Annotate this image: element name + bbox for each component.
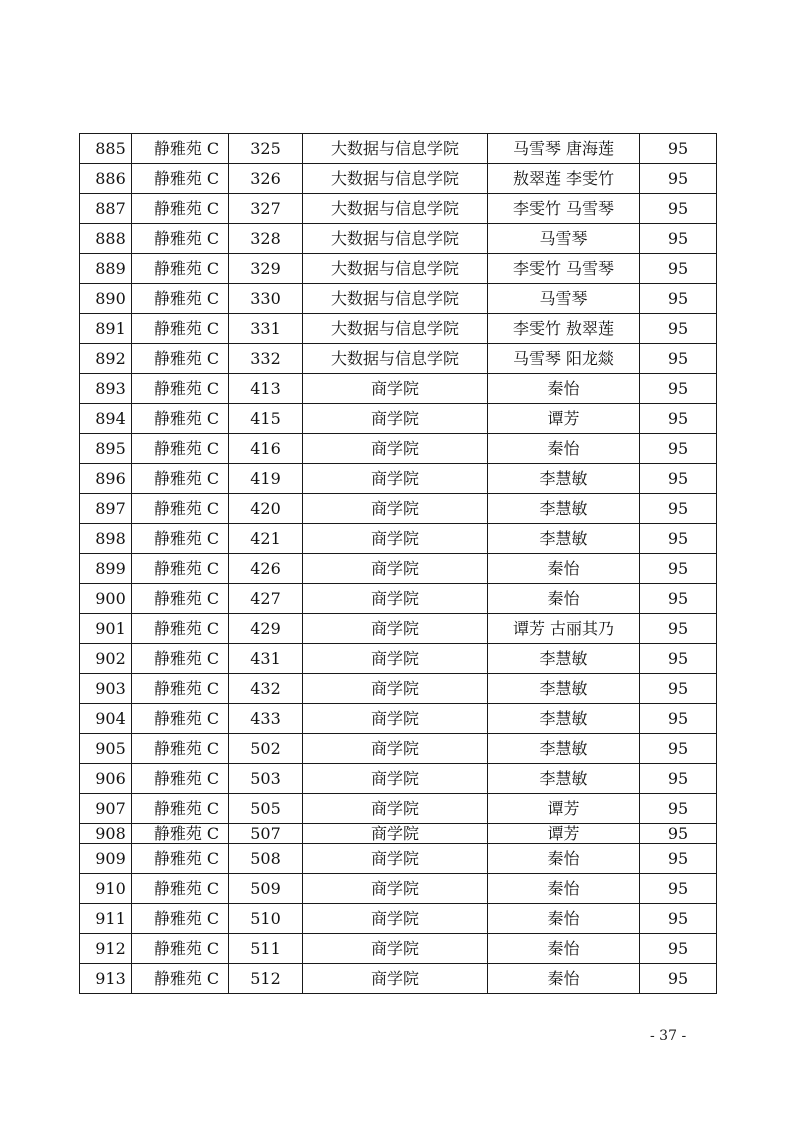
cell-number: 885 <box>80 134 132 164</box>
table-row <box>80 824 717 844</box>
cell-college: 商学院 <box>303 794 488 824</box>
cell-room: 502 <box>229 734 303 764</box>
cell-teacher: 李慧敏 <box>488 644 640 674</box>
cell-number: 907 <box>80 794 132 824</box>
cell-teacher: 谭芳 古丽其乃 <box>488 614 640 644</box>
cell-college: 大数据与信息学院 <box>303 284 488 314</box>
table-row <box>80 554 717 584</box>
cell-college: 商学院 <box>303 494 488 524</box>
cell-score: 95 <box>640 964 717 994</box>
cell-teacher: 李慧敏 <box>488 464 640 494</box>
cell-building: 静雅苑 C <box>132 404 229 434</box>
cell-room: 427 <box>229 584 303 614</box>
table-row <box>80 404 717 434</box>
cell-number: 896 <box>80 464 132 494</box>
cell-teacher: 秦怡 <box>488 554 640 584</box>
cell-room: 508 <box>229 844 303 874</box>
table-row <box>80 224 717 254</box>
cell-score: 95 <box>640 824 717 844</box>
cell-college: 商学院 <box>303 824 488 844</box>
cell-number: 911 <box>80 904 132 934</box>
cell-teacher: 李慧敏 <box>488 674 640 704</box>
cell-teacher: 秦怡 <box>488 964 640 994</box>
cell-room: 426 <box>229 554 303 584</box>
table-row <box>80 904 717 934</box>
cell-score: 95 <box>640 874 717 904</box>
cell-teacher: 马雪琴 <box>488 224 640 254</box>
cell-score: 95 <box>640 764 717 794</box>
cell-room: 331 <box>229 314 303 344</box>
cell-building: 静雅苑 C <box>132 824 229 844</box>
cell-room: 329 <box>229 254 303 284</box>
cell-room: 413 <box>229 374 303 404</box>
cell-college: 大数据与信息学院 <box>303 134 488 164</box>
cell-room: 420 <box>229 494 303 524</box>
cell-number: 897 <box>80 494 132 524</box>
cell-building: 静雅苑 C <box>132 344 229 374</box>
cell-number: 889 <box>80 254 132 284</box>
cell-college: 商学院 <box>303 904 488 934</box>
cell-score: 95 <box>640 934 717 964</box>
cell-building: 静雅苑 C <box>132 434 229 464</box>
cell-score: 95 <box>640 254 717 284</box>
table-row <box>80 494 717 524</box>
table-row <box>80 344 717 374</box>
cell-teacher: 秦怡 <box>488 844 640 874</box>
cell-college: 商学院 <box>303 584 488 614</box>
cell-score: 95 <box>640 194 717 224</box>
cell-building: 静雅苑 C <box>132 164 229 194</box>
cell-score: 95 <box>640 164 717 194</box>
page-number: - 37 - <box>650 1028 687 1044</box>
cell-college: 商学院 <box>303 844 488 874</box>
cell-room: 419 <box>229 464 303 494</box>
cell-teacher: 李慧敏 <box>488 524 640 554</box>
cell-teacher: 秦怡 <box>488 434 640 464</box>
cell-score: 95 <box>640 644 717 674</box>
cell-score: 95 <box>640 554 717 584</box>
cell-room: 432 <box>229 674 303 704</box>
cell-college: 商学院 <box>303 464 488 494</box>
cell-teacher: 李慧敏 <box>488 734 640 764</box>
cell-room: 328 <box>229 224 303 254</box>
cell-teacher: 秦怡 <box>488 934 640 964</box>
cell-building: 静雅苑 C <box>132 254 229 284</box>
cell-teacher: 谭芳 <box>488 794 640 824</box>
cell-college: 商学院 <box>303 404 488 434</box>
table-row <box>80 194 717 224</box>
cell-building: 静雅苑 C <box>132 194 229 224</box>
cell-building: 静雅苑 C <box>132 584 229 614</box>
cell-teacher: 秦怡 <box>488 904 640 934</box>
cell-room: 415 <box>229 404 303 434</box>
table-row <box>80 644 717 674</box>
table-row <box>80 704 717 734</box>
cell-teacher: 李雯竹 敖翠莲 <box>488 314 640 344</box>
cell-number: 904 <box>80 704 132 734</box>
cell-room: 429 <box>229 614 303 644</box>
cell-score: 95 <box>640 464 717 494</box>
table-row <box>80 254 717 284</box>
cell-number: 910 <box>80 874 132 904</box>
cell-score: 95 <box>640 734 717 764</box>
cell-teacher: 李慧敏 <box>488 494 640 524</box>
cell-score: 95 <box>640 524 717 554</box>
cell-building: 静雅苑 C <box>132 764 229 794</box>
table-row <box>80 314 717 344</box>
cell-number: 890 <box>80 284 132 314</box>
cell-building: 静雅苑 C <box>132 644 229 674</box>
cell-score: 95 <box>640 904 717 934</box>
cell-college: 大数据与信息学院 <box>303 254 488 284</box>
cell-college: 商学院 <box>303 554 488 584</box>
table-row <box>80 584 717 614</box>
table-row <box>80 794 717 824</box>
cell-room: 330 <box>229 284 303 314</box>
cell-room: 511 <box>229 934 303 964</box>
cell-college: 大数据与信息学院 <box>303 224 488 254</box>
cell-score: 95 <box>640 844 717 874</box>
cell-room: 325 <box>229 134 303 164</box>
cell-college: 商学院 <box>303 764 488 794</box>
cell-number: 901 <box>80 614 132 644</box>
cell-building: 静雅苑 C <box>132 794 229 824</box>
table-row <box>80 964 717 994</box>
cell-teacher: 马雪琴 唐海莲 <box>488 134 640 164</box>
cell-room: 327 <box>229 194 303 224</box>
cell-number: 894 <box>80 404 132 434</box>
cell-number: 893 <box>80 374 132 404</box>
cell-number: 887 <box>80 194 132 224</box>
cell-teacher: 李慧敏 <box>488 764 640 794</box>
cell-college: 商学院 <box>303 874 488 904</box>
cell-number: 891 <box>80 314 132 344</box>
cell-score: 95 <box>640 134 717 164</box>
cell-room: 431 <box>229 644 303 674</box>
table-row <box>80 674 717 704</box>
cell-teacher: 秦怡 <box>488 874 640 904</box>
cell-college: 商学院 <box>303 524 488 554</box>
cell-teacher: 谭芳 <box>488 404 640 434</box>
cell-room: 512 <box>229 964 303 994</box>
table-row <box>80 524 717 554</box>
cell-room: 332 <box>229 344 303 374</box>
table-row <box>80 464 717 494</box>
cell-building: 静雅苑 C <box>132 674 229 704</box>
cell-score: 95 <box>640 344 717 374</box>
table-row <box>80 434 717 464</box>
cell-college: 商学院 <box>303 964 488 994</box>
cell-score: 95 <box>640 674 717 704</box>
cell-number: 900 <box>80 584 132 614</box>
cell-score: 95 <box>640 434 717 464</box>
cell-score: 95 <box>640 704 717 734</box>
cell-teacher: 秦怡 <box>488 584 640 614</box>
table-body <box>80 134 717 994</box>
cell-score: 95 <box>640 494 717 524</box>
cell-room: 326 <box>229 164 303 194</box>
cell-number: 886 <box>80 164 132 194</box>
cell-room: 416 <box>229 434 303 464</box>
cell-score: 95 <box>640 404 717 434</box>
cell-number: 906 <box>80 764 132 794</box>
cell-number: 912 <box>80 934 132 964</box>
cell-teacher: 敖翠莲 李雯竹 <box>488 164 640 194</box>
cell-college: 商学院 <box>303 674 488 704</box>
cell-number: 902 <box>80 644 132 674</box>
cell-room: 503 <box>229 764 303 794</box>
cell-building: 静雅苑 C <box>132 964 229 994</box>
cell-building: 静雅苑 C <box>132 934 229 964</box>
cell-college: 大数据与信息学院 <box>303 164 488 194</box>
table-row <box>80 934 717 964</box>
cell-college: 大数据与信息学院 <box>303 344 488 374</box>
cell-number: 888 <box>80 224 132 254</box>
cell-number: 913 <box>80 964 132 994</box>
cell-teacher: 谭芳 <box>488 824 640 844</box>
cell-score: 95 <box>640 224 717 254</box>
cell-number: 895 <box>80 434 132 464</box>
cell-college: 商学院 <box>303 704 488 734</box>
table-row <box>80 764 717 794</box>
cell-number: 892 <box>80 344 132 374</box>
cell-building: 静雅苑 C <box>132 134 229 164</box>
cell-building: 静雅苑 C <box>132 734 229 764</box>
table-row <box>80 874 717 904</box>
cell-number: 903 <box>80 674 132 704</box>
cell-building: 静雅苑 C <box>132 494 229 524</box>
cell-building: 静雅苑 C <box>132 874 229 904</box>
cell-building: 静雅苑 C <box>132 844 229 874</box>
cell-teacher: 李雯竹 马雪琴 <box>488 254 640 284</box>
cell-number: 898 <box>80 524 132 554</box>
cell-college: 大数据与信息学院 <box>303 314 488 344</box>
cell-college: 商学院 <box>303 434 488 464</box>
cell-room: 509 <box>229 874 303 904</box>
cell-room: 433 <box>229 704 303 734</box>
cell-teacher: 李慧敏 <box>488 704 640 734</box>
cell-teacher: 马雪琴 <box>488 284 640 314</box>
cell-building: 静雅苑 C <box>132 904 229 934</box>
table-row <box>80 134 717 164</box>
cell-room: 510 <box>229 904 303 934</box>
cell-building: 静雅苑 C <box>132 314 229 344</box>
cell-building: 静雅苑 C <box>132 554 229 584</box>
cell-college: 大数据与信息学院 <box>303 194 488 224</box>
table-row <box>80 844 717 874</box>
cell-college: 商学院 <box>303 734 488 764</box>
cell-building: 静雅苑 C <box>132 704 229 734</box>
dormitory-score-table <box>79 133 717 994</box>
cell-college: 商学院 <box>303 934 488 964</box>
table-row <box>80 284 717 314</box>
cell-score: 95 <box>640 314 717 344</box>
cell-number: 905 <box>80 734 132 764</box>
cell-number: 908 <box>80 824 132 844</box>
cell-number: 899 <box>80 554 132 584</box>
cell-building: 静雅苑 C <box>132 374 229 404</box>
cell-building: 静雅苑 C <box>132 614 229 644</box>
cell-number: 909 <box>80 844 132 874</box>
cell-room: 507 <box>229 824 303 844</box>
cell-building: 静雅苑 C <box>132 524 229 554</box>
cell-teacher: 马雪琴 阳龙燚 <box>488 344 640 374</box>
cell-teacher: 秦怡 <box>488 374 640 404</box>
cell-building: 静雅苑 C <box>132 284 229 314</box>
cell-building: 静雅苑 C <box>132 224 229 254</box>
cell-score: 95 <box>640 584 717 614</box>
cell-room: 421 <box>229 524 303 554</box>
cell-room: 505 <box>229 794 303 824</box>
table-row <box>80 164 717 194</box>
table-row <box>80 614 717 644</box>
cell-college: 商学院 <box>303 614 488 644</box>
cell-score: 95 <box>640 374 717 404</box>
table-row <box>80 374 717 404</box>
cell-score: 95 <box>640 794 717 824</box>
cell-college: 商学院 <box>303 644 488 674</box>
table-row <box>80 734 717 764</box>
cell-teacher: 李雯竹 马雪琴 <box>488 194 640 224</box>
cell-score: 95 <box>640 614 717 644</box>
cell-college: 商学院 <box>303 374 488 404</box>
cell-building: 静雅苑 C <box>132 464 229 494</box>
cell-score: 95 <box>640 284 717 314</box>
